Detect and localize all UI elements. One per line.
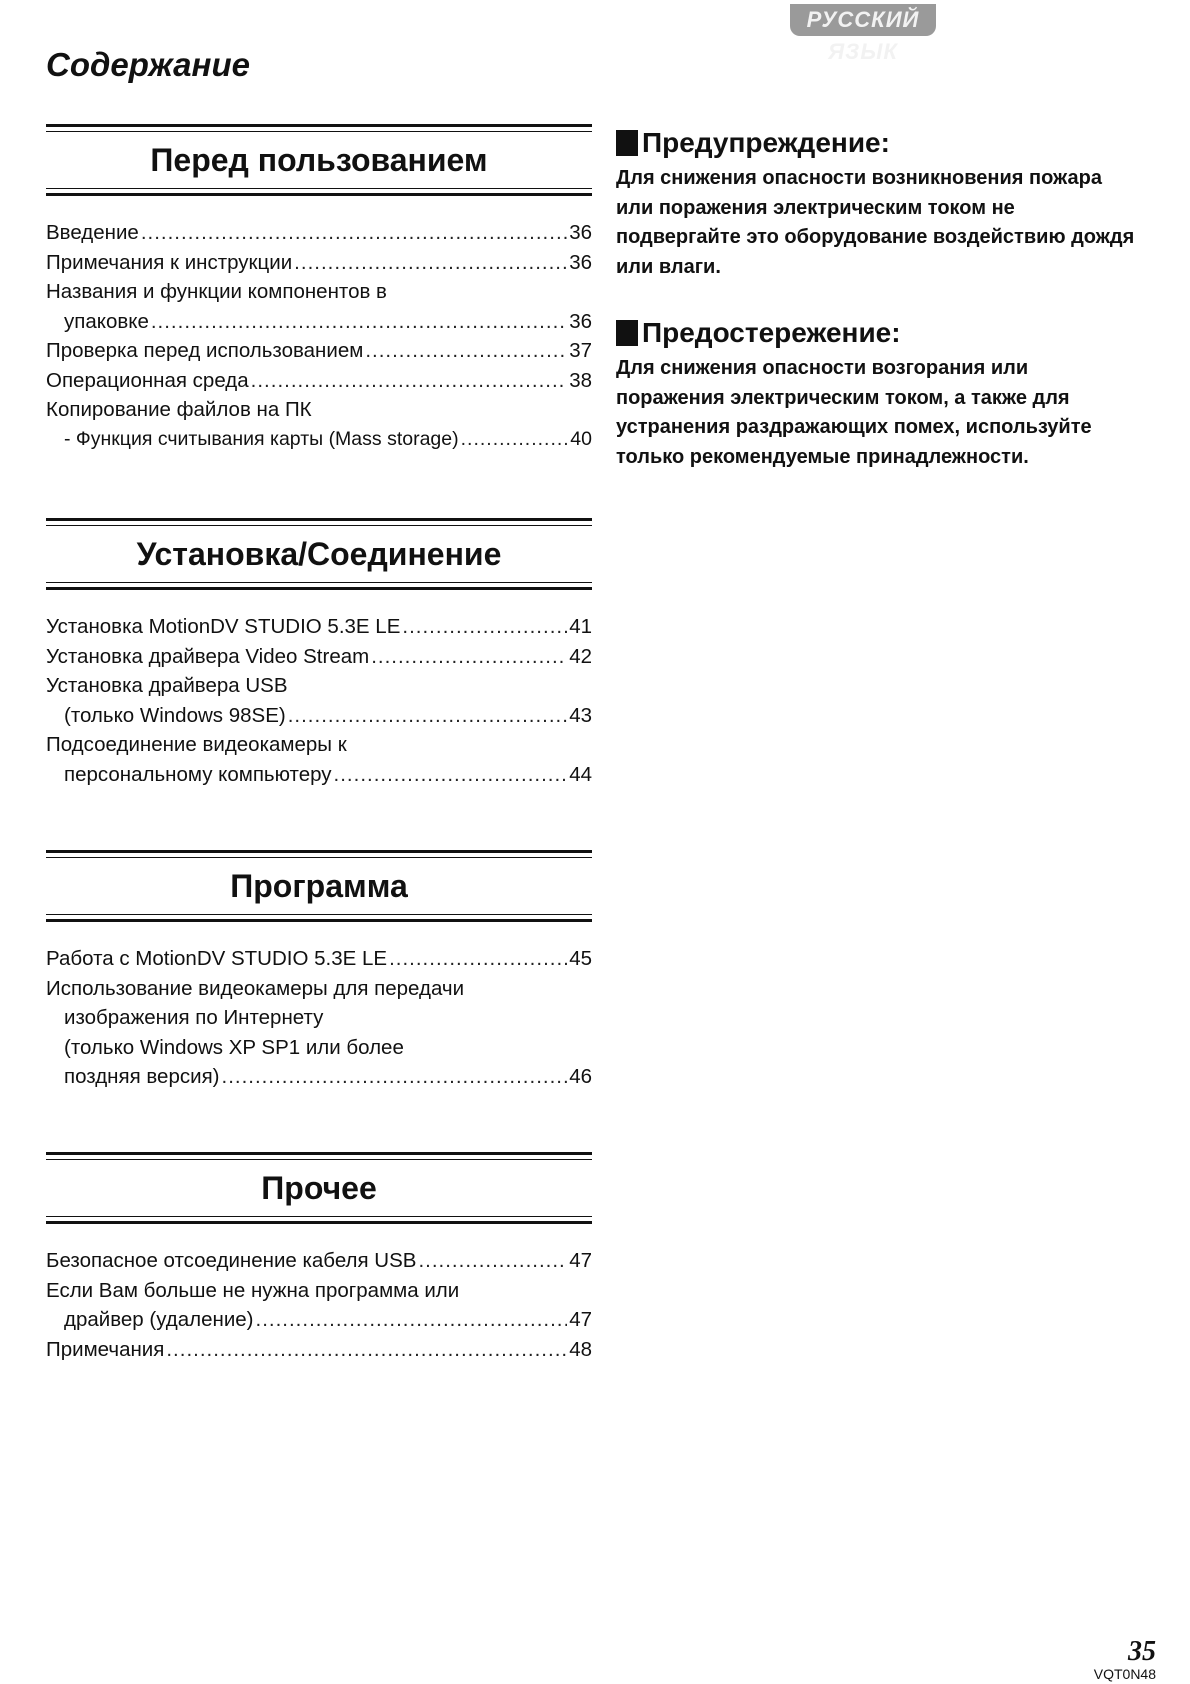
section-other [46,1152,592,1364]
toc-leader-dots [402,612,567,642]
warning-notice [616,126,1136,282]
square-bullet-icon [616,130,638,156]
toc-entry [46,1276,592,1335]
section-rule-bottom [46,582,592,590]
section-rule-top [46,850,592,858]
toc-entry-text: Использование видеокамеры для передачи [46,976,465,1000]
page-title: Содержание [46,46,250,83]
toc-entry-text: Копирование файлов на ПК [46,398,312,421]
toc-page-number: 46 [569,1065,592,1088]
toc-leader-dots [288,701,567,731]
toc-entry [46,730,592,789]
section-rule-top [46,124,592,132]
toc-entry-text: - Функция считывания карты (Mass storage) [64,427,459,450]
toc-page-number: 36 [569,221,592,244]
caution-text: Для снижения опасности возгорания или поражения электрическим током, а также для устранения раздражающих помех, используйте только рекомендуемые принадлежности. [616,357,1092,468]
toc-leader-dots [251,366,568,396]
caution-heading [616,316,1136,350]
toc-leader-dots [256,1305,568,1335]
toc-page-number: 36 [569,309,592,333]
toc-entry [46,612,592,642]
toc-page-number: 45 [569,947,592,970]
toc-entry-text: Примечания [46,1337,165,1361]
toc-page-number: 40 [570,427,592,450]
caution-notice [616,316,1136,472]
section-header [46,1152,592,1224]
toc-list [46,944,592,1092]
toc-entry [46,336,592,366]
toc-page-number: 48 [569,1337,592,1361]
toc-leader-dots [371,642,567,672]
section-title: Прочее [261,1170,377,1206]
toc-entry-text: Введение [46,221,139,244]
toc-page-number: 38 [569,368,592,392]
toc-list [46,612,592,789]
toc-entry-text: Безопасное отсоединение кабеля USB [46,1249,417,1272]
toc-page-number: 44 [569,762,592,786]
toc-entry [46,277,592,336]
toc-entry [46,218,592,248]
toc-entry [46,944,592,974]
section-header [46,850,592,922]
toc-entry-text: Названия и функции компонентов в [46,280,387,303]
toc-entry-text: Операционная среда [46,368,249,392]
toc-entry-text: (только Windows XP SP1 или более [64,1035,404,1059]
toc-entry [46,1246,592,1276]
toc-entry-text: Примечания к инструкции [46,250,293,274]
section-title: Перед пользованием [150,142,488,178]
section-rule-top [46,518,592,526]
language-tab: РУССКИЙ ЯЗЫК [790,4,936,36]
toc-entry [46,395,592,454]
toc-entry-text: изображения по Интернету [64,1006,324,1029]
toc-entry-text: поздняя версия) [64,1065,220,1088]
toc-page-number: 43 [569,703,592,727]
section-rule-bottom [46,188,592,196]
toc-leader-dots [141,218,567,248]
section-header [46,124,592,196]
warning-text: Для снижения опасности возникновения пожара или поражения электрическим током не подвергайте это оборудование воздействию дождя или влаги. [616,167,1135,278]
toc-page-number: 41 [569,615,592,638]
toc-entry-text: персональному компьютеру [64,762,332,786]
toc-entry-text: Работа с MotionDV STUDIO 5.3E LE [46,947,388,970]
document-code: VQT0N48 [1093,1666,1156,1682]
toc-entry-text: Подсоединение видеокамеры к [46,733,347,756]
toc-leader-dots [418,1246,567,1276]
warning-title: Предупреждение: [642,127,890,158]
safety-notices [616,126,1136,506]
toc-list [46,218,592,454]
section-rule-top [46,1152,592,1160]
toc-page-number: 47 [569,1308,592,1331]
toc-list [46,1246,592,1364]
warning-heading [616,126,1136,160]
toc-leader-dots [461,425,569,455]
toc-entry-text: Установка драйвера USB [46,674,288,697]
toc-entry [46,671,592,730]
toc-page-number: 37 [569,339,592,362]
toc-entry [46,248,592,278]
toc-entry-text: Если Вам больше не нужна программа или [46,1278,460,1302]
toc-entry-text: драйвер (удаление) [64,1308,254,1331]
toc-page-number: 42 [569,644,592,668]
toc-leader-dots [365,336,567,366]
section-title: Программа [230,868,408,904]
toc-entry [46,974,592,1092]
toc-leader-dots [294,248,567,278]
section-title: Установка/Соединение [136,536,502,572]
toc-leader-dots [222,1062,568,1092]
section-header [46,518,592,590]
toc-entry-text: (только Windows 98SE) [64,703,286,727]
toc-entry-text: Установка MotionDV STUDIO 5.3E LE [46,615,401,638]
toc-page-number: 36 [569,250,592,274]
section-program [46,850,592,1092]
toc-leader-dots [389,944,567,974]
toc-leader-dots [166,1335,567,1365]
toc-entry [46,366,592,396]
toc-entry-text: Установка драйвера Video Stream [46,644,370,668]
section-rule-bottom [46,914,592,922]
toc-entry [46,1335,592,1365]
toc-entry-text: Проверка перед использованием [46,339,364,362]
square-bullet-icon [616,320,638,346]
section-rule-bottom [46,1216,592,1224]
toc-page-number: 47 [569,1249,592,1272]
toc-leader-dots [334,760,568,790]
section-before-use [46,124,592,454]
page-number: 35 [1128,1636,1156,1667]
toc-leader-dots [151,307,567,337]
toc-entry-text: упаковке [64,309,149,333]
caution-title: Предостережение: [642,317,901,348]
toc-entry [46,642,592,672]
section-installation-connection [46,518,592,789]
